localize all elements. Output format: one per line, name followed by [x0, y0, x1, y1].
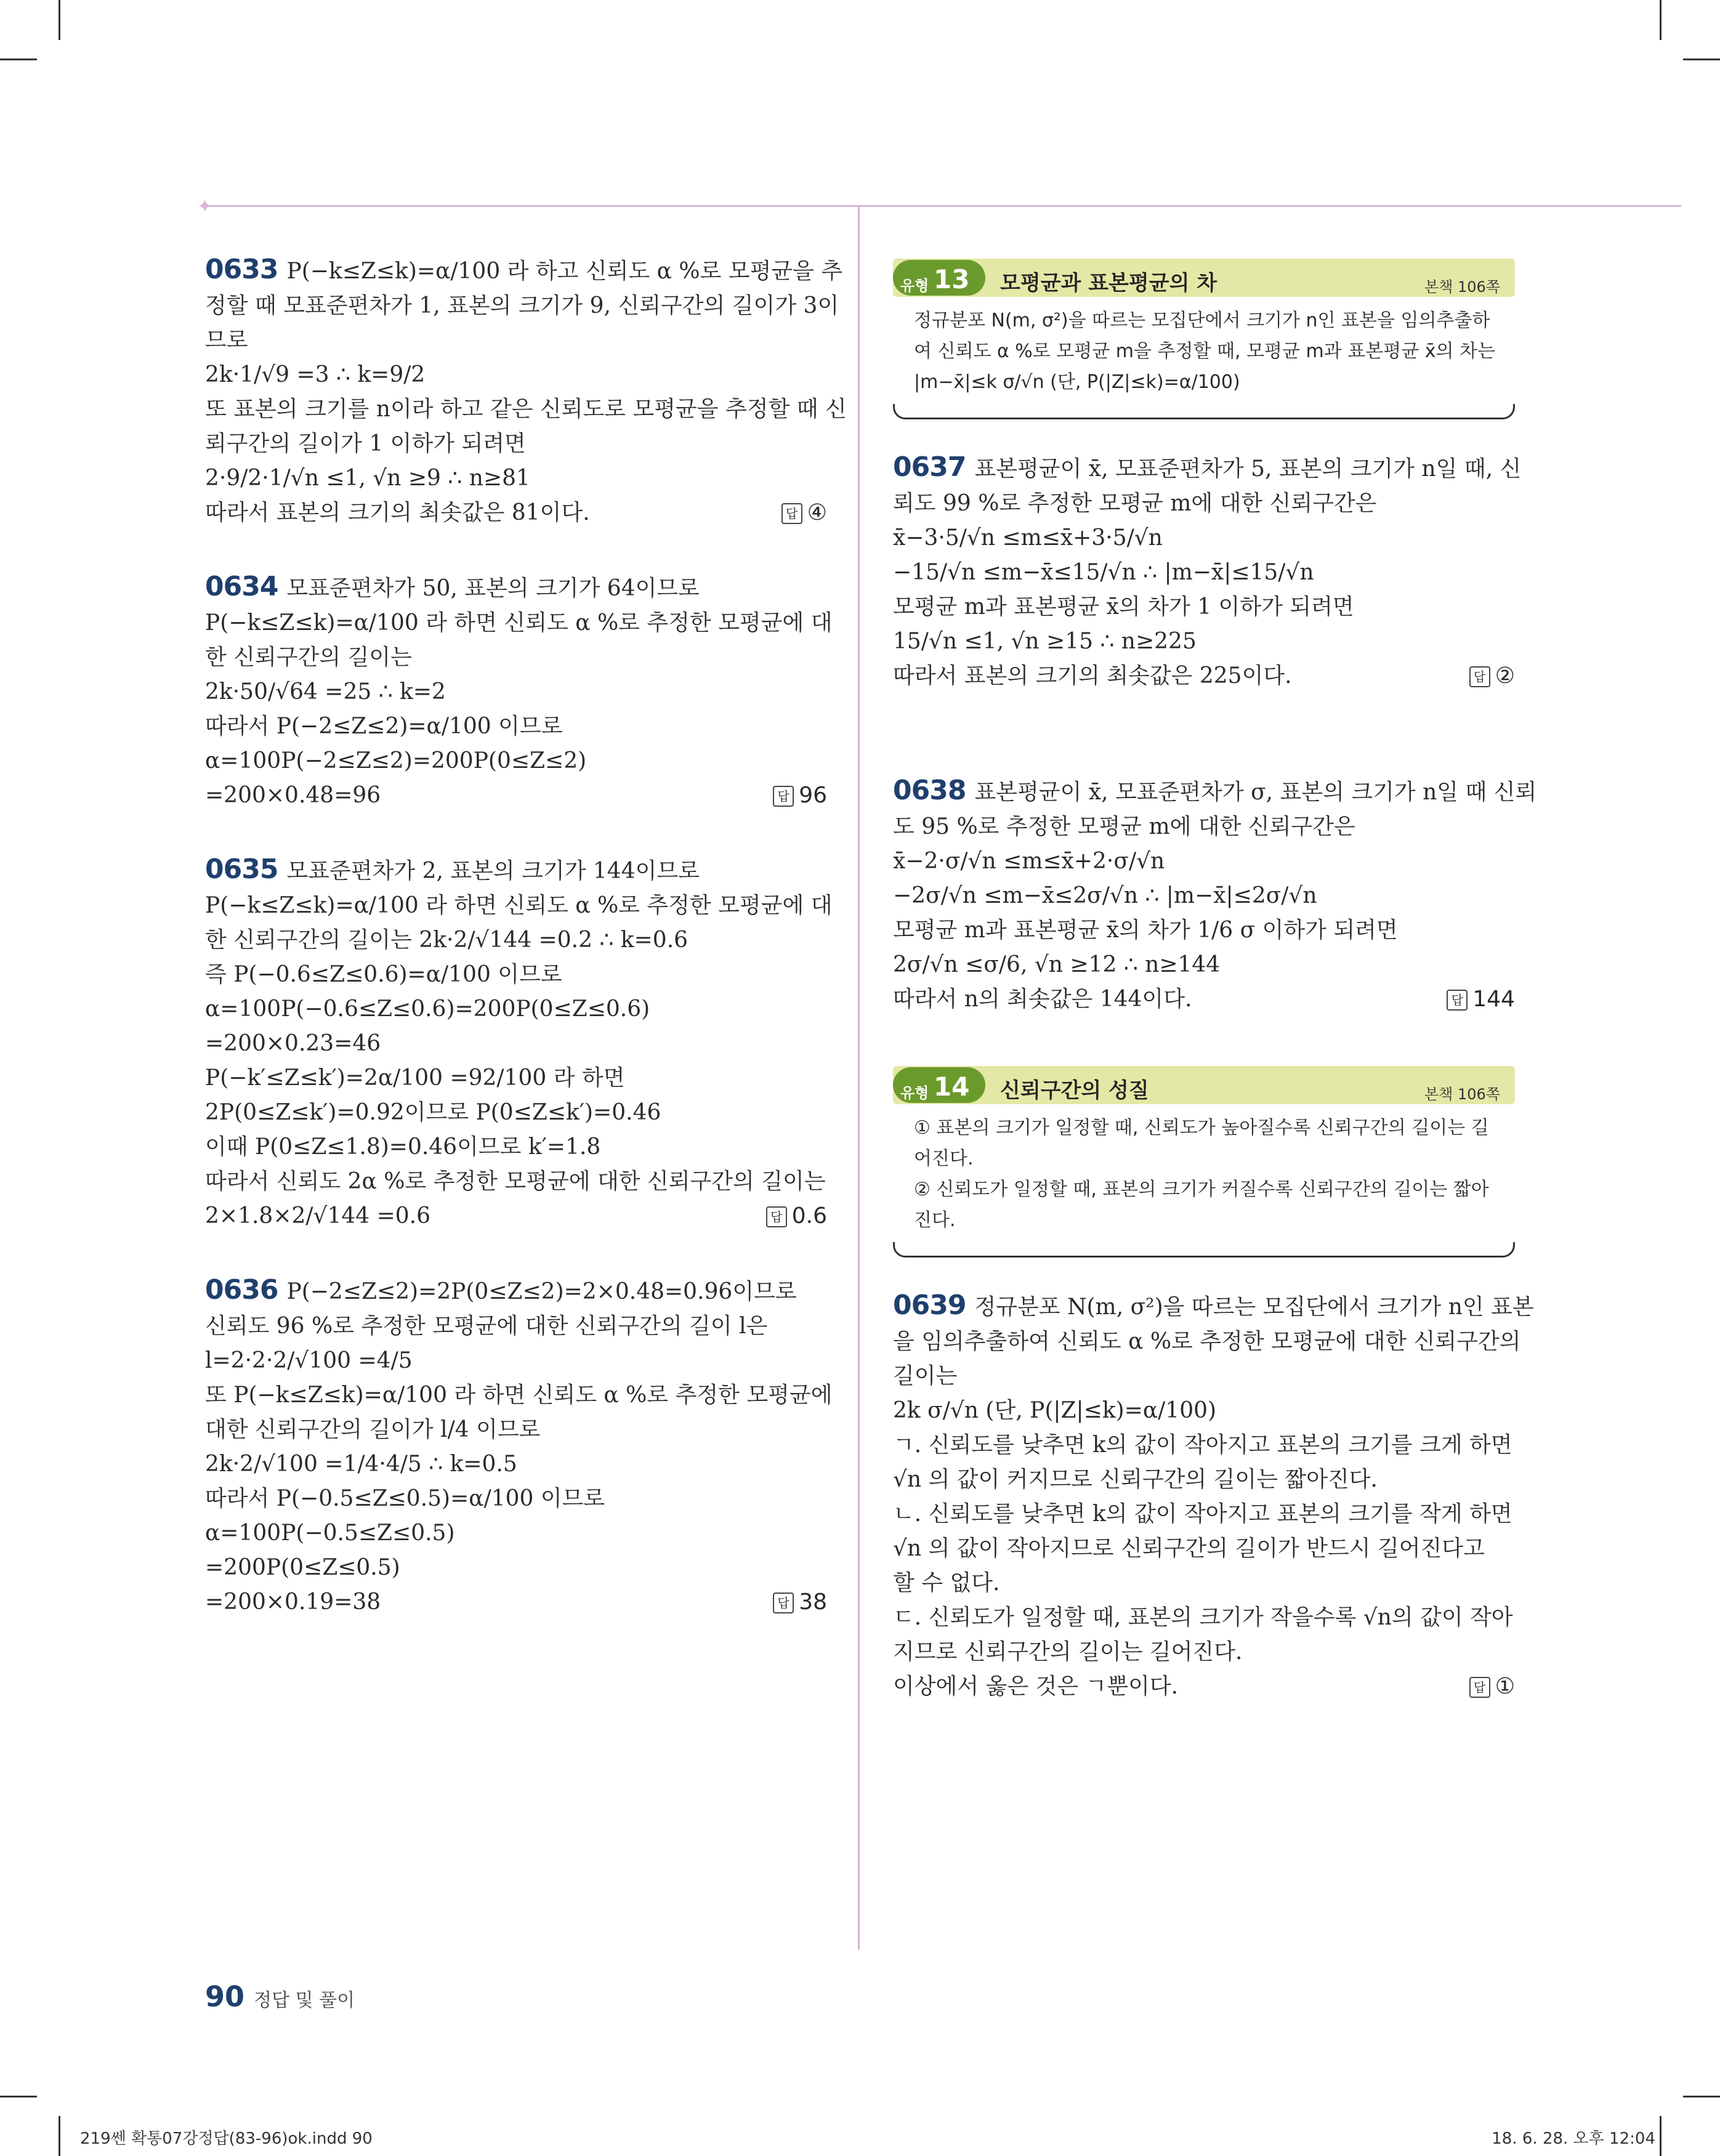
problem-block	[893, 773, 1537, 1017]
type-title: 모평균과 표본평균의 차	[1000, 271, 1217, 296]
problem-number: 0634	[205, 571, 278, 602]
type-ref: 본책 106쪽	[1424, 1086, 1500, 1103]
right-problems-2	[893, 1288, 1534, 1704]
solution-line: 2k·2/√100 =1/4·4/5 ∴ k=0.5	[205, 1451, 517, 1477]
solution-line: 2×1.8×2/√144 =0.6	[205, 1203, 431, 1229]
answer-value: 0.6	[791, 1203, 827, 1229]
solution-line	[893, 450, 1522, 487]
solution-line: l=2·2·2/√100 =4/5	[205, 1348, 413, 1373]
type-box-line: ② 신뢰도가 일정할 때, 표본의 크기가 커질수록 신뢰구간의 길이는 짧아	[914, 1179, 1489, 1200]
solution-line: =200×0.19=38	[205, 1589, 381, 1615]
solution-line: P(−k≤Z≤k)=α/100 라 하면 신뢰도 α %로 추정한 모평균에 대	[205, 610, 833, 636]
problem-number: 0635	[205, 854, 278, 885]
type-box-bracket	[893, 404, 1515, 419]
type-tag-number: 14	[934, 1072, 970, 1102]
solution-line: 정규분포 N(m, σ²)을 따르는 모집단에서 크기가 n인 표본	[974, 1294, 1534, 1320]
solution-line: =200P(0≤Z≤0.5)	[205, 1555, 400, 1580]
left-problems	[205, 252, 847, 1620]
solution-line: 표본평균이 x̄, 모표준편차가 5, 표본의 크기가 n일 때, 신	[974, 456, 1522, 482]
type-box-line: 어진다.	[914, 1148, 974, 1169]
solution-line: 을 임의추출하여 신뢰도 α %로 추정한 모평균에 대한 신뢰구간의	[893, 1329, 1521, 1354]
problem-block	[205, 852, 833, 1233]
answer-marker	[773, 1585, 827, 1620]
solution-line: 뢰도 99 %로 추정한 모평균 m에 대한 신뢰구간은	[893, 491, 1377, 516]
solution-line: ㄷ. 신뢰도가 일정할 때, 표본의 크기가 작을수록 √n의 값이 작아	[893, 1605, 1513, 1630]
type-tag-number: 13	[934, 264, 970, 294]
answer-marker	[766, 1199, 827, 1233]
type-box-line: |m−x̄|≤k σ/√n (단, P(|Z|≤k)=α/100)	[914, 371, 1240, 393]
solution-line	[205, 1273, 827, 1309]
solution-line: x̄−2·σ/√n ≤m≤x̄+2·σ/√n	[893, 849, 1165, 874]
type-tag	[893, 1067, 985, 1103]
solution-line: 따라서 P(−0.5≤Z≤0.5)=α/100 이므로	[205, 1486, 605, 1511]
solution-line: 또 표본의 크기를 n이라 하고 같은 신뢰도로 모평균을 추정할 때 신	[205, 397, 847, 422]
solution-line: 한 신뢰구간의 길이는	[205, 645, 412, 670]
solution-line: 표본평균이 x̄, 모표준편차가 σ, 표본의 크기가 n일 때 신뢰	[974, 780, 1537, 805]
problem-number: 0639	[893, 1290, 966, 1321]
answer-icon: 답	[1469, 666, 1490, 687]
answer-icon: 답	[1447, 990, 1468, 1011]
solution-line: 도 95 %로 추정한 모평균 m에 대한 신뢰구간은	[893, 814, 1355, 839]
answer-marker	[1469, 1669, 1515, 1704]
crop-mark	[1660, 0, 1661, 40]
type-box-bracket	[893, 1242, 1515, 1258]
solution-line: P(−k′≤Z≤k′)=2α/100 =92/100 라 하면	[205, 1065, 625, 1091]
crop-mark	[59, 2116, 60, 2156]
solution-line: ㄱ. 신뢰도를 낮추면 k의 값이 작아지고 표본의 크기를 크게 하면	[893, 1432, 1512, 1458]
page-number: 90	[205, 1980, 245, 2013]
type-box-line: 정규분포 N(m, σ²)을 따르는 모집단에서 크기가 n인 표본을 임의추출하	[914, 310, 1490, 331]
solution-line	[205, 852, 827, 889]
solution-line: 대한 신뢰구간의 길이가 l/4 이므로	[205, 1417, 541, 1442]
page-footer-label	[205, 1980, 355, 2013]
answer-value: ④	[807, 500, 827, 525]
crop-mark	[1660, 2116, 1661, 2156]
crop-mark	[1683, 2096, 1720, 2097]
answer-marker	[1469, 659, 1515, 693]
type-box-14	[893, 1066, 1515, 1258]
solution-line: P(−k≤Z≤k)=α/100 라 하고 신뢰도 α %로 모평균을 추	[286, 259, 843, 284]
answer-value: ②	[1495, 663, 1515, 688]
solution-line: √n 의 값이 커지므로 신뢰구간의 길이는 짧아진다.	[893, 1467, 1378, 1492]
solution-line: α=100P(−0.6≤Z≤0.6)=200P(0≤Z≤0.6)	[205, 996, 650, 1022]
top-rule	[203, 205, 1681, 207]
answer-icon: 답	[773, 1593, 794, 1613]
solution-line: 모평균 m과 표본평균 x̄의 차가 1 이하가 되려면	[893, 594, 1354, 620]
solution-line: √n 의 값이 작아지므로 신뢰구간의 길이가 반드시 길어진다고	[893, 1536, 1485, 1561]
answer-value: 38	[799, 1589, 827, 1615]
star-icon: ✦	[197, 196, 213, 217]
book-label: 정답 및 풀이	[254, 1990, 355, 2011]
answer-marker	[773, 778, 827, 813]
solution-line: 15/√n ≤1, √n ≥15 ∴ n≥225	[893, 629, 1197, 654]
type-tag-label: 유형	[900, 1084, 929, 1102]
type-box-header	[893, 1066, 1515, 1104]
solution-line: 모표준편차가 50, 표본의 크기가 64이므로	[286, 576, 700, 601]
solution-line: 2k·1/√9 =3 ∴ k=9/2	[205, 362, 426, 387]
type-box-line: 여 신뢰도 α %로 모평균 m을 추정할 때, 모평균 m과 표본평균 x̄의 차는	[914, 341, 1495, 362]
solution-line: 이상에서 옳은 것은 ㄱ뿐이다.	[893, 1674, 1179, 1699]
answer-icon: 답	[766, 1206, 787, 1227]
column-divider	[858, 207, 860, 1950]
type-box-line: ① 표본의 크기가 일정할 때, 신뢰도가 높아질수록 신뢰구간의 길이는 길	[914, 1117, 1489, 1139]
crop-mark	[0, 59, 37, 60]
solution-line: 모평균 m과 표본평균 x̄의 차가 1/6 σ 이하가 되려면	[893, 918, 1398, 943]
type-ref: 본책 106쪽	[1424, 278, 1500, 296]
solution-line: 또 P(−k≤Z≤k)=α/100 라 하면 신뢰도 α %로 추정한 모평균에	[205, 1383, 833, 1408]
type-box-13	[893, 259, 1515, 419]
solution-line: ㄴ. 신뢰도를 낮추면 k의 값이 작아지고 표본의 크기를 작게 하면	[893, 1501, 1512, 1527]
type-tag	[893, 260, 985, 296]
solution-line: 정할 때 모표준편차가 1, 표본의 크기가 9, 신뢰구간의 길이가 3이	[205, 293, 839, 318]
solution-line: 2·9/2·1/√n ≤1, √n ≥9 ∴ n≥81	[205, 466, 530, 491]
problem-block	[205, 1273, 833, 1620]
solution-line: α=100P(−2≤Z≤2)=200P(0≤Z≤2)	[205, 748, 587, 773]
solution-line: 2P(0≤Z≤k′)=0.92이므로 P(0≤Z≤k′)=0.46	[205, 1100, 661, 1125]
right-problems-1	[893, 450, 1537, 1017]
solution-line	[205, 570, 827, 606]
footer-file: 219쎈 확통07강정답(83-96)ok.indd 90	[80, 2130, 373, 2148]
solution-line: 따라서 표본의 크기의 최솟값은 81이다.	[205, 500, 590, 525]
crop-mark	[1683, 59, 1720, 60]
type-title: 신뢰구간의 성질	[1000, 1078, 1149, 1103]
solution-line: 신뢰도 96 %로 추정한 모평균에 대한 신뢰구간의 길이 l은	[205, 1314, 768, 1339]
solution-line: 따라서 표본의 크기의 최솟값은 225이다.	[893, 663, 1292, 688]
solution-line: 즉 P(−0.6≤Z≤0.6)=α/100 이므로	[205, 962, 562, 987]
solution-line: α=100P(−0.5≤Z≤0.5)	[205, 1520, 455, 1546]
solution-line: P(−k≤Z≤k)=α/100 라 하면 신뢰도 α %로 추정한 모평균에 대	[205, 893, 833, 918]
answer-marker	[781, 496, 827, 530]
solution-line	[893, 1288, 1534, 1325]
problem-block	[893, 1288, 1534, 1704]
solution-line: 뢰구간의 길이가 1 이하가 되려면	[205, 431, 526, 456]
solution-line	[893, 773, 1537, 810]
type-box-body	[893, 297, 1515, 404]
solution-line: 따라서 n의 최솟값은 144이다.	[893, 987, 1192, 1012]
solution-line: =200×0.48=96	[205, 783, 381, 808]
problem-number: 0638	[893, 775, 966, 806]
answer-icon: 답	[1469, 1677, 1490, 1698]
crop-mark	[0, 2096, 37, 2097]
crop-mark	[59, 0, 60, 40]
problem-number: 0636	[205, 1274, 278, 1306]
left-column	[205, 252, 847, 1620]
solution-line: 2k σ/√n (단, P(|Z|≤k)=α/100)	[893, 1398, 1217, 1423]
type-tag-label: 유형	[900, 277, 929, 294]
type-box-line: 진다.	[914, 1209, 956, 1231]
problem-block	[205, 252, 847, 530]
answer-value: 144	[1472, 987, 1515, 1012]
solution-line: 므로	[205, 328, 248, 353]
problem-number: 0633	[205, 254, 278, 285]
solution-line: −2σ/√n ≤m−x̄≤2σ/√n ∴ |m−x̄|≤2σ/√n	[893, 883, 1317, 908]
solution-line	[205, 252, 843, 289]
problem-block	[205, 570, 833, 813]
type-box-header	[893, 259, 1515, 297]
type-box-body	[893, 1104, 1515, 1242]
problem-block	[893, 450, 1522, 693]
solution-line: 지므로 신뢰구간의 길이는 길어진다.	[893, 1639, 1243, 1665]
solution-line: 할 수 없다.	[893, 1570, 1000, 1596]
solution-line: 길이는	[893, 1363, 958, 1389]
solution-line: −15/√n ≤m−x̄≤15/√n ∴ |m−x̄|≤15/√n	[893, 560, 1314, 585]
answer-value: ①	[1495, 1674, 1515, 1699]
solution-line: 2σ/√n ≤σ/6, √n ≥12 ∴ n≥144	[893, 952, 1221, 977]
solution-line: 이때 P(0≤Z≤1.8)=0.46이므로 k′=1.8	[205, 1134, 601, 1160]
answer-icon: 답	[773, 786, 794, 807]
problem-number: 0637	[893, 451, 966, 483]
footer-date: 18. 6. 28. 오후 12:04	[1492, 2130, 1655, 2148]
right-column	[893, 259, 1537, 1704]
answer-marker	[1447, 982, 1515, 1017]
solution-line: P(−2≤Z≤2)=2P(0≤Z≤2)=2×0.48=0.96이므로	[286, 1279, 797, 1304]
answer-icon: 답	[781, 503, 802, 524]
solution-line: 2k·50/√64 =25 ∴ k=2	[205, 679, 446, 705]
answer-value: 96	[799, 783, 827, 808]
solution-line: 따라서 신뢰도 2α %로 추정한 모평균에 대한 신뢰구간의 길이는	[205, 1169, 826, 1194]
solution-line: x̄−3·5/√n ≤m≤x̄+3·5/√n	[893, 525, 1163, 551]
solution-line: 따라서 P(−2≤Z≤2)=α/100 이므로	[205, 714, 563, 739]
solution-line: 한 신뢰구간의 길이는 2k·2/√144 =0.2 ∴ k=0.6	[205, 927, 688, 953]
solution-line: 모표준편차가 2, 표본의 크기가 144이므로	[286, 858, 700, 884]
solution-line: =200×0.23=46	[205, 1031, 381, 1056]
